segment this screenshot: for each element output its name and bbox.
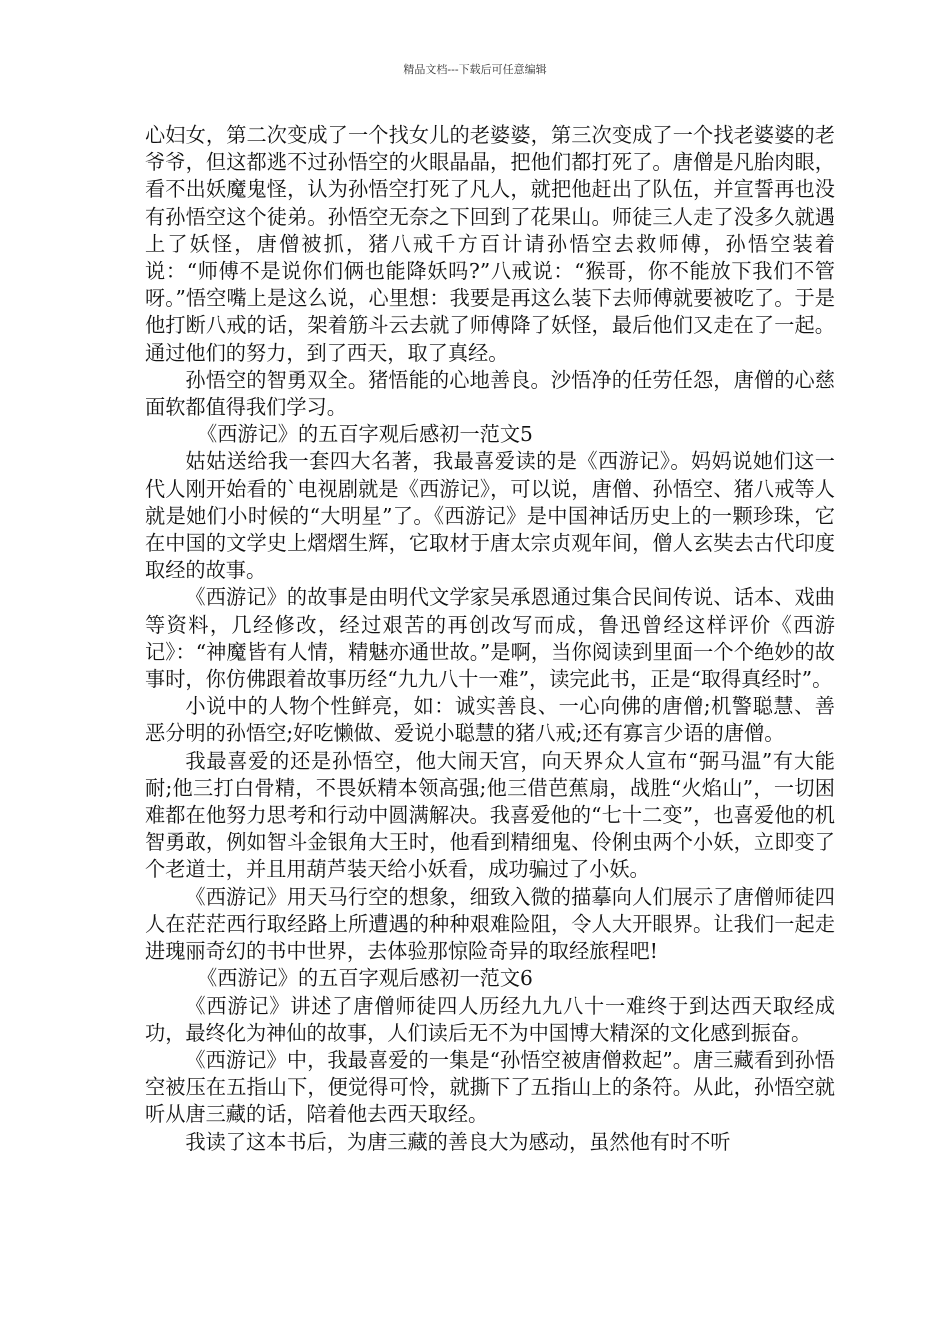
- paragraph: 小说中的人物个性鲜亮，如：诚实善良、一心向佛的唐僧;机警聪慧、善恶分明的孙悟空;好吃懒做、爱说小聪慧的猪八戒;还有寡言少语的唐僧。: [145, 694, 835, 746]
- paragraph: 《西游记》的故事是由明代文学家吴承恩通过集合民间传说、话本、戏曲等资料，几经修改，经过艰苦的再创改写而成，鲁迅曾经这样评价《西游记》：“神魔皆有人情，精魅亦通世故。”是啊，当你阅读到里面一个个绝妙的故事时，你仿佛跟着故事历经“九九八十一难”，读完此书，正是“取得真经时”。: [145, 585, 835, 692]
- paragraph: 我读了这本书后，为唐三藏的善良大为感动，虽然他有时不听: [185, 1129, 731, 1154]
- page-header: 精品文档---下载后可任意编辑: [403, 63, 547, 76]
- paragraph: 《西游记》中，我最喜爱的一集是“孙悟空被唐僧救起”。唐三藏看到孙悟空被压在五指山下，便觉得可怜，就撕下了五指山上的条符。从此，孙悟空就听从唐三藏的话，陪着他去西天取经。: [145, 1047, 835, 1127]
- paragraph: 《西游记》用天马行空的想象，细致入微的描摹向人们展示了唐僧师徒四人在茫茫西行取经路上所遭遇的种种艰难险阻，令人大开眼界。让我们一起走进瑰丽奇幻的书中世界，去体验那惊险奇异的取经旅程吧!: [145, 884, 835, 964]
- paragraph: 姑姑送给我一套四大名著，我最喜爱读的是《西游记》。妈妈说她们这一代人刚开始看的`电视剧就是《西游记》，可以说，唐僧、孙悟空、猪八戒等人就是她们小时候的“大明星”了。《西游记》是中国神话历史上的一颗珍珠，它在中国的文学史上熠熠生辉，它取材于唐太宗贞观年间，僧人玄奘去古代印度取经的故事。: [145, 449, 835, 583]
- section-heading: 《西游记》的五百字观后感初一范文5: [197, 422, 533, 447]
- paragraph: 我最喜爱的还是孙悟空，他大闹天宫，向天界众人宣布“弼马温”有大能耐;他三打白骨精，不畏妖精本领高强;他三借芭蕉扇，战胜“火焰山”，一切困难都在他努力思考和行动中圆满解决。我喜爱他的“七十二变”，也喜爱他的机智勇敢，例如智斗金银角大王时，他看到精细鬼、伶俐虫两个小妖，立即变了个老道士，并且用葫芦装天给小妖看，成功骗过了小妖。: [145, 748, 835, 882]
- section-heading: 《西游记》的五百字观后感初一范文6: [197, 966, 533, 991]
- paragraph: 孙悟空的智勇双全。猪悟能的心地善良。沙悟净的任劳任怨，唐僧的心慈面软都值得我们学习。: [145, 367, 835, 420]
- document-body: [145, 122, 835, 1156]
- paragraph: 心妇女，第二次变成了一个找女儿的老婆婆，第三次变成了一个找老婆婆的老爷爷，但这都逃不过孙悟空的火眼晶晶，把他们都打死了。唐僧是凡胎肉眼，看不出妖魔鬼怪，认为孙悟空打死了凡人，就把他赶出了队伍，并宣誓再也没有孙悟空这个徒弟。孙悟空无奈之下回到了花果山。师徒三人走了没多久就遇上了妖怪，唐僧被抓，猪八戒千方百计请孙悟空去救师傅，孙悟空装着说：“师傅不是说你们俩也能降妖吗?”八戒说：“猴哥，你不能放下我们不管呀。”悟空嘴上是这么说，心里想：我要是再这么装下去师傅就要被吃了。于是他打断八戒的话，架着筋斗云去就了师傅降了妖怪，最后他们又走在了一起。通过他们的努力，到了西天，取了真经。: [145, 123, 835, 365]
- paragraph: 《西游记》讲述了唐僧师徒四人历经九九八十一难终于到达西天取经成功，最终化为神仙的故事，人们读后无不为中国博大精深的文化感到振奋。: [145, 993, 835, 1045]
